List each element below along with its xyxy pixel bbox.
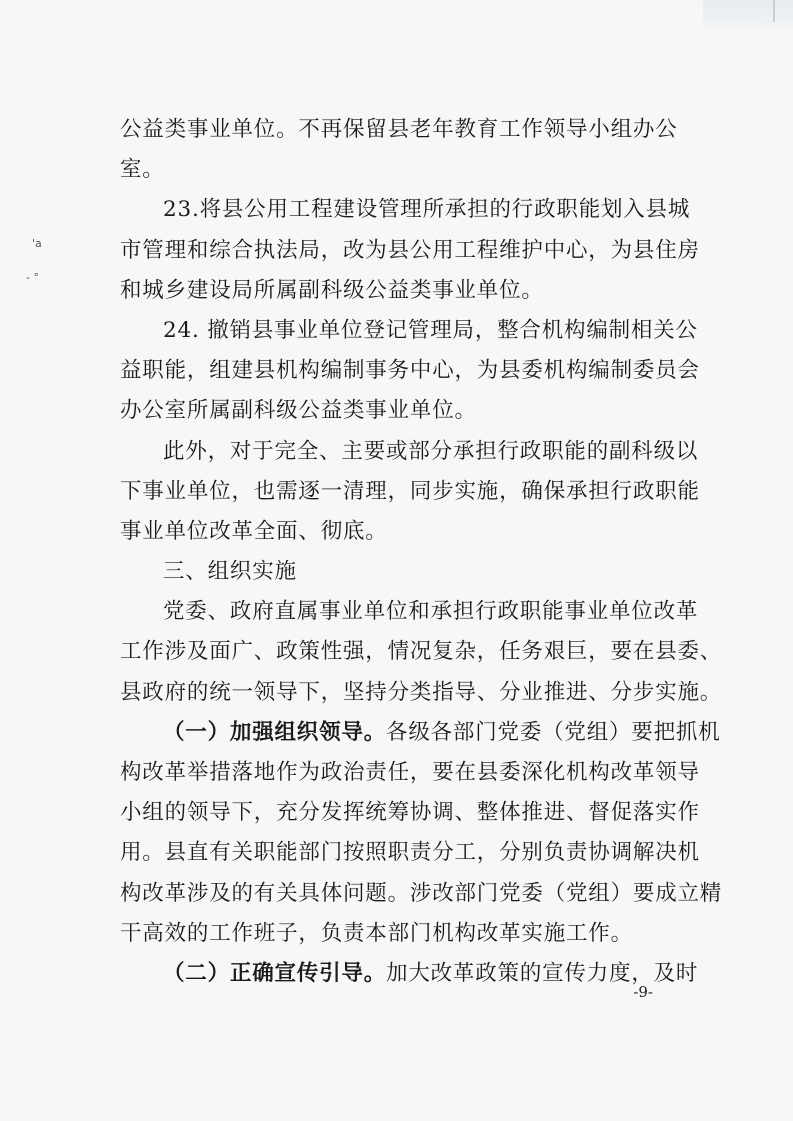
body-line: 市管理和综合执法局，改为县公用工程维护中心，为县住房 (120, 237, 700, 263)
body-line: 益职能，组建县机构编制事务中心，为县委机构编制委员会 (120, 358, 700, 384)
body-line: 下事业单位，也需逐一清理，同步实施，确保承担行政职能 (120, 478, 700, 504)
item-24: 24. 撤销县事业单位登记管理局，整合机构编制相关公 (163, 317, 698, 343)
paragraph-start: 党委、政府直属事业单位和承担行政职能事业单位改革 (163, 599, 699, 625)
body-line: 办公室所属副科级公益类事业单位。 (120, 398, 477, 424)
paragraph-start: 此外，对于完全、主要或部分承担行政职能的副科级以 (163, 438, 699, 464)
body-line: 小组的领导下，充分发挥统筹协调、整体推进、督促落实作 (120, 800, 700, 826)
body-line: 县政府的统一领导下，坚持分类指导、分业推进、分步实施。 (120, 679, 723, 705)
body-line: 构改革举措落地作为政治责任，要在县委深化机构改革领导 (120, 760, 700, 785)
body-line: 室。 (120, 157, 165, 183)
body-line: 干高效的工作班子，负责本部门机构改革实施工作。 (120, 920, 633, 946)
body-line: 事业单位改革全面、彻底。 (120, 518, 388, 544)
body-line: 和城乡建设局所属副科级公益类事业单位。 (120, 277, 544, 303)
body-line: 构改革涉及的有关具体问题。涉改部门党委（党组）要成立精 (120, 880, 723, 906)
item-23: 23.将县公用工程建设管理所承担的行政职能划入县城 (163, 197, 691, 223)
subsection-2: （二）正确宣传引导。加大改革政策的宣传力度，及时 (163, 960, 699, 986)
section-heading: 三、组织实施 (163, 559, 297, 585)
subsection-1: （一）加强组织领导。各级各部门党委（党组）要把抓机 (163, 719, 721, 745)
document-body (120, 110, 723, 994)
subsection-title: （一）加强组织领导。 (163, 719, 387, 745)
page-number: -9- (633, 983, 653, 1001)
subsection-title: （二）正确宣传引导。 (163, 960, 387, 986)
scan-corner-mark (703, 0, 793, 28)
body-line: 公益类事业单位。不再保留县老年教育工作领导小组办公 (120, 117, 678, 142)
scan-speck: 'a (32, 237, 42, 250)
scan-speck: - ° (26, 271, 39, 284)
body-line: 工作涉及面广、政策性强，情况复杂，任务艰巨，要在县委、 (120, 639, 723, 665)
body-line: 用。县直有关职能部门按照职责分工，分别负责协调解决机 (120, 840, 700, 866)
